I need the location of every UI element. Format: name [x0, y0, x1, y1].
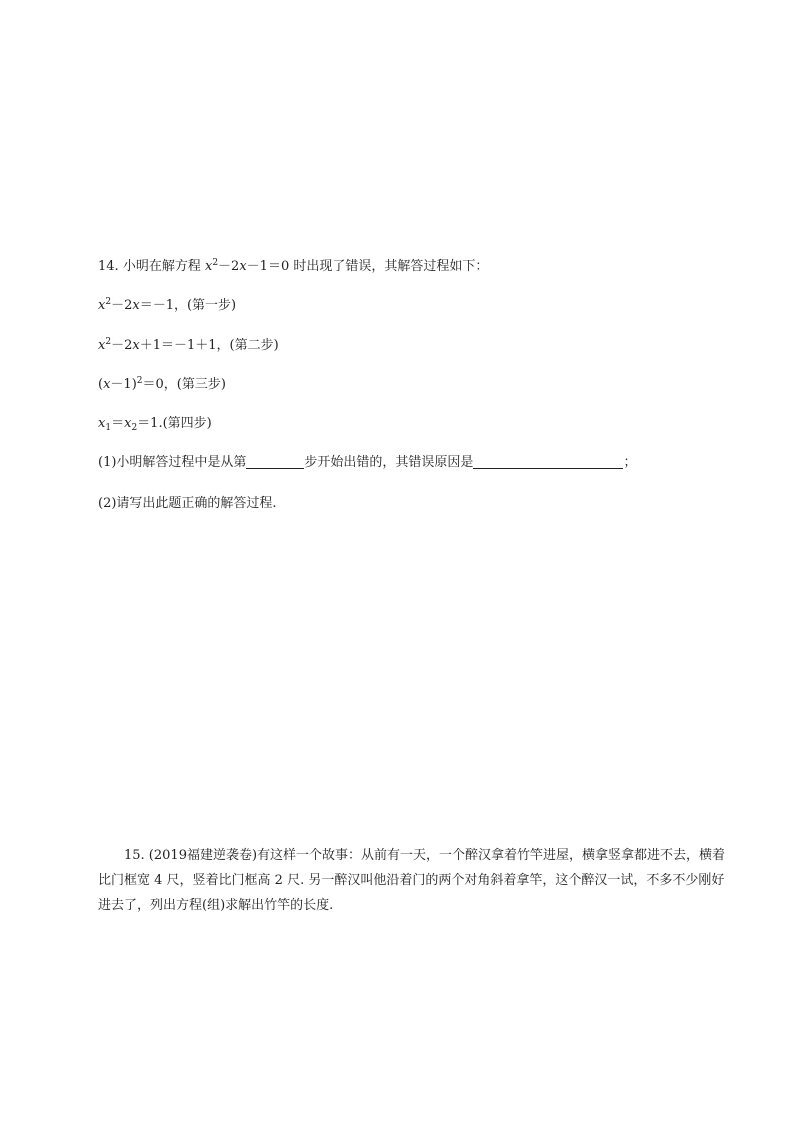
solution-step-2: $x^2-2x+1=-1+1$，(第二步): [98, 337, 279, 353]
question-number: 14.: [98, 259, 119, 274]
question-14-stem: 14. 小明在解方程 $x^2-2x-1=0$ 时出现了错误，其解答过程如下：: [98, 258, 489, 274]
solution-step-1: $x^2-2x=-1$，(第一步): [98, 297, 237, 313]
answer-blank-step[interactable]: [246, 454, 304, 469]
answer-blank-reason[interactable]: [473, 454, 623, 469]
solution-step-4: $x_1=x_2=1$.(第四步): [98, 416, 212, 433]
question-14-part-1: (1)小明解答过程中是从第 步开始出错的，其错误原因是 ；: [98, 455, 637, 470]
question-14-part-2: (2)请写出此题正确的解答过程.: [98, 496, 277, 511]
solution-step-3: $(x-1)^2=0$，(第三步): [98, 376, 226, 392]
question-15: 15. (2019福建逆袭卷)有这样一个故事：从前有一天，一个醉汉拿着竹竿进屋，横拿竖拿都进不去，横着比门框宽 4 尺，竖着比门框高 2 尺. 另一醉汉叫他沿着门的两个对角斜着拿竿，这个醉汉一试，不多不少刚好进去了，列出方程(组)求解出竹竿的长度.: [98, 848, 726, 913]
